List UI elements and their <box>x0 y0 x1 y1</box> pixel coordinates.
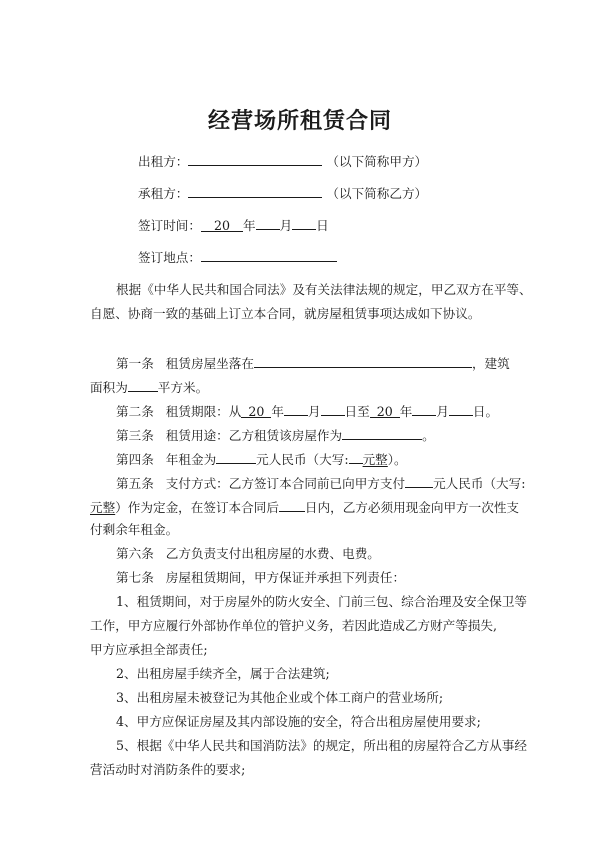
article-3-end: 。 <box>422 428 435 443</box>
article-4-text: 年租金为 <box>165 452 217 467</box>
lessor-label: 出租方： <box>138 154 189 169</box>
lessee-label: 承租方： <box>138 186 189 201</box>
article-5-upper: 元整 <box>90 500 116 515</box>
sign-year-blank[interactable] <box>201 218 243 232</box>
article-6-text: 乙方负责支付出租房屋的水费、电费。 <box>165 546 380 561</box>
article-2-to: 日至 <box>344 404 370 419</box>
lessee-note: （以下简称乙方） <box>326 186 428 201</box>
article-1-text: 租赁房屋坐落在 <box>165 356 254 371</box>
article-2-end: 日。 <box>472 404 499 419</box>
article-3-text: 租赁用途：乙方租赁该房屋作为 <box>165 428 343 443</box>
item-5-line-2: 营活动时对消防条件的要求; <box>90 762 246 777</box>
year-text: 年 <box>271 404 284 419</box>
article-1-line-1 <box>116 354 510 372</box>
article-7 <box>116 570 405 586</box>
deposit-blank[interactable] <box>405 474 433 488</box>
page-title: 经营场所租赁合同 <box>207 108 392 134</box>
item-1-line-2: 工作，甲方应履行外部协作单位的管护义务，若因此造成乙方财产等损失, <box>90 618 498 633</box>
lessee-row <box>138 184 427 202</box>
lease-start-month-blank[interactable] <box>284 402 308 416</box>
lease-purpose-blank[interactable] <box>342 426 422 440</box>
sign-time-row <box>138 216 329 234</box>
article-3 <box>116 426 435 444</box>
article-1-tail: ，建筑 <box>471 356 510 371</box>
sign-month-blank[interactable] <box>256 216 280 230</box>
article-5-line-2a: ）作为定金，在签订本合同后 <box>115 500 279 515</box>
lessee-blank[interactable] <box>188 184 322 198</box>
lessor-note: （以下简称甲方） <box>326 154 428 169</box>
item-1-line-3: 甲方应承担全部责任; <box>90 642 208 657</box>
article-2 <box>116 402 498 420</box>
lease-start-day-blank[interactable] <box>321 402 345 416</box>
payment-days-blank[interactable] <box>279 498 305 512</box>
sign-time-label: 签订时间： <box>138 218 201 233</box>
article-5-text: 支付方式：乙方签订本合同前已向甲方支付 <box>165 476 406 491</box>
article-6 <box>116 546 380 562</box>
lessor-blank[interactable] <box>188 152 322 166</box>
article-5-mid: 元人民币（大写: <box>433 476 526 491</box>
item-5-line-1: 5、根据《中华人民共和国消防法》的规定，所出租的房屋符合乙方从事经 <box>116 738 528 753</box>
lease-end-year-blank[interactable] <box>370 404 400 418</box>
article-4-mid: 元人民币（大写: <box>256 452 349 467</box>
article-6-label: 第六条 <box>116 546 154 561</box>
article-4-end: ）。 <box>387 452 407 467</box>
sign-year-prefix: 20 <box>213 218 230 233</box>
year-text: 年 <box>399 404 413 419</box>
lease-end-month-blank[interactable] <box>412 402 436 416</box>
annual-rent-upper-blank[interactable] <box>349 450 363 464</box>
area-unit: 平方米。 <box>157 380 209 395</box>
article-7-label: 第七条 <box>116 570 154 585</box>
month-text: 月 <box>436 404 449 419</box>
sign-place-blank[interactable] <box>201 248 337 262</box>
article-1-line-2 <box>90 378 208 396</box>
item-3: 3、出租房屋未被登记为其他企业或个体工商户的营业场所; <box>116 690 444 705</box>
annual-rent-blank[interactable] <box>216 450 256 464</box>
article-4-label: 第四条 <box>116 452 154 467</box>
sign-day-blank[interactable] <box>292 216 316 230</box>
lease-end-year-prefix: 20 <box>376 404 393 419</box>
intro-line-2: 自愿、协商一致的基础上订立本合同，就房屋租赁事项达成如下协议。 <box>90 306 481 321</box>
item-1-line-1: 1、租赁期间，对于房屋外的防火安全、门前三包、综合治理及安全保卫等 <box>116 594 528 609</box>
item-2: 2、出租房屋手续齐全，属于合法建筑; <box>116 666 330 681</box>
article-5-line-2b: 日内，乙方必须用现金向甲方一次性支 <box>304 500 519 515</box>
article-7-text: 房屋租赁期间，甲方保证并承担下列责任： <box>165 570 406 585</box>
article-3-label: 第三条 <box>116 428 154 443</box>
article-1-label: 第一条 <box>116 356 154 371</box>
item-4: 4、甲方应保证房屋及其内部设施的安全，符合出租房屋使用要求; <box>116 714 481 729</box>
article-5-label: 第五条 <box>116 476 154 491</box>
property-location-blank[interactable] <box>254 354 472 368</box>
month-text: 月 <box>279 218 293 233</box>
article-4-upper: 元整 <box>362 452 388 467</box>
sign-place-label: 签订地点： <box>138 250 201 265</box>
article-5-line-1 <box>116 474 525 492</box>
sign-place-row <box>138 248 337 266</box>
lessor-row <box>138 152 427 170</box>
area-label: 面积为 <box>90 380 128 395</box>
day-text: 日 <box>316 218 329 233</box>
article-2-text: 租赁期限：从 <box>165 404 242 419</box>
area-blank[interactable] <box>128 378 158 392</box>
lease-start-year-blank[interactable] <box>241 404 271 418</box>
intro-line-1: 根据《中华人民共和国合同法》及有关法律法规的规定，甲乙双方在平等、 <box>116 282 532 297</box>
article-4 <box>116 450 407 468</box>
year-text: 年 <box>242 218 256 233</box>
month-text: 月 <box>307 404 321 419</box>
article-5-line-2 <box>90 498 519 516</box>
article-2-label: 第二条 <box>116 404 154 419</box>
article-5-line-3: 付剩余年租金。 <box>90 522 179 537</box>
lease-end-day-blank[interactable] <box>449 402 473 416</box>
lease-start-year-prefix: 20 <box>248 404 265 419</box>
